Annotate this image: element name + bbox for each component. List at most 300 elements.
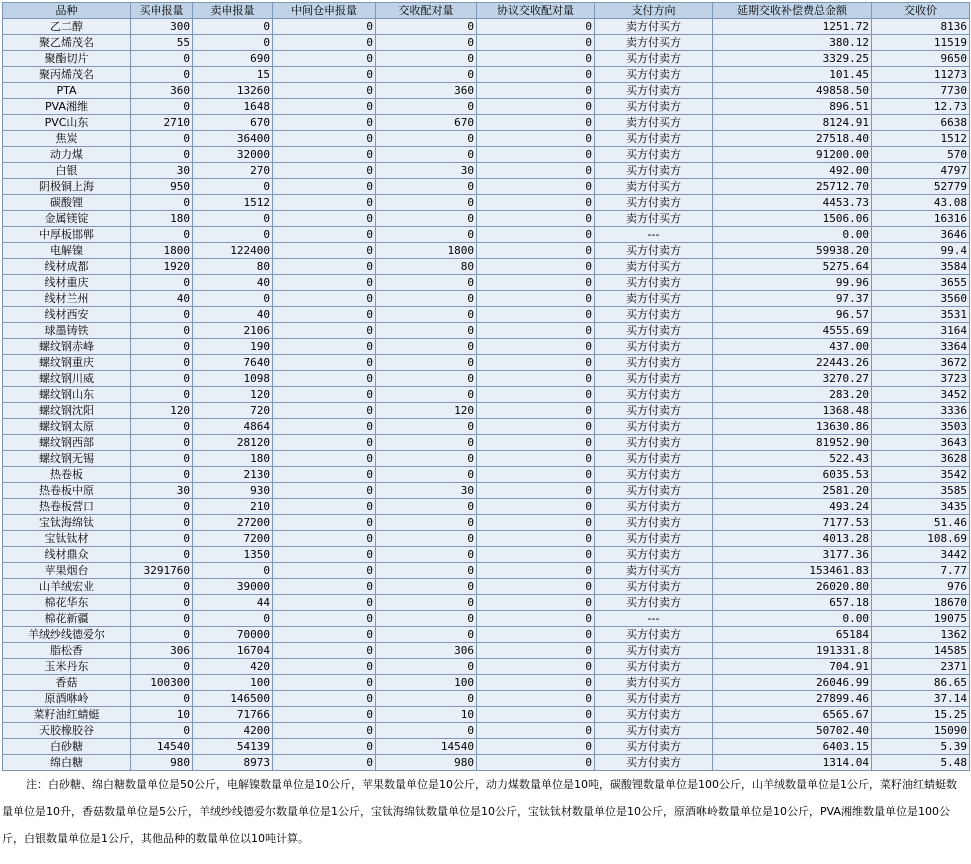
- delivery-price-cell: 3364: [872, 339, 970, 355]
- sell-declared-cell: 690: [193, 51, 273, 67]
- payment-direction-cell: 买方付卖方: [595, 531, 713, 547]
- agreement-matched-cell: 0: [477, 259, 595, 275]
- payment-direction-cell: 买方付卖方: [595, 739, 713, 755]
- compensation-total-cell: 97.37: [713, 291, 872, 307]
- agreement-matched-cell: 0: [477, 291, 595, 307]
- agreement-matched-cell: 0: [477, 755, 595, 771]
- compensation-total-cell: 25712.70: [713, 179, 872, 195]
- sell-declared-cell: 122400: [193, 243, 273, 259]
- sell-declared-cell: 2106: [193, 323, 273, 339]
- buy-declared-cell: 0: [131, 307, 193, 323]
- compensation-total-cell: 0.00: [713, 611, 872, 627]
- agreement-matched-cell: 0: [477, 307, 595, 323]
- delivery-matched-cell: 80: [376, 259, 477, 275]
- delivery-price-cell: 3646: [872, 227, 970, 243]
- variety-cell: 电解镍: [3, 243, 131, 259]
- delivery-price-cell: 99.4: [872, 243, 970, 259]
- intermediate-declared-cell: 0: [273, 131, 376, 147]
- compensation-total-cell: 27899.46: [713, 691, 872, 707]
- payment-direction-cell: 买方付卖方: [595, 467, 713, 483]
- table-row: [3, 163, 970, 179]
- delivery-price-cell: 11519: [872, 35, 970, 51]
- payment-direction-cell: 买方付卖方: [595, 515, 713, 531]
- delivery-price-cell: 976: [872, 579, 970, 595]
- delivery-table: [2, 2, 970, 771]
- payment-direction-cell: 买方付卖方: [595, 483, 713, 499]
- buy-declared-cell: 100300: [131, 675, 193, 691]
- intermediate-declared-cell: 0: [273, 579, 376, 595]
- payment-direction-cell: 买方付卖方: [595, 691, 713, 707]
- agreement-matched-cell: 0: [477, 707, 595, 723]
- delivery-matched-cell: 0: [376, 99, 477, 115]
- table-row: [3, 195, 970, 211]
- intermediate-declared-cell: 0: [273, 387, 376, 403]
- payment-direction-cell: 卖方付买方: [595, 563, 713, 579]
- intermediate-declared-cell: 0: [273, 179, 376, 195]
- delivery-matched-cell: 1800: [376, 243, 477, 259]
- intermediate-declared-cell: 0: [273, 147, 376, 163]
- header-intermediate-declared: 中间仓申报量: [273, 3, 376, 19]
- compensation-total-cell: 65184: [713, 627, 872, 643]
- table-row: [3, 579, 970, 595]
- sell-declared-cell: 71766: [193, 707, 273, 723]
- agreement-matched-cell: 0: [477, 611, 595, 627]
- intermediate-declared-cell: 0: [273, 323, 376, 339]
- buy-declared-cell: 2710: [131, 115, 193, 131]
- delivery-price-cell: 15.25: [872, 707, 970, 723]
- variety-cell: 螺纹钢重庆: [3, 355, 131, 371]
- delivery-price-cell: 15090: [872, 723, 970, 739]
- compensation-total-cell: 6565.67: [713, 707, 872, 723]
- payment-direction-cell: 买方付卖方: [595, 147, 713, 163]
- delivery-price-cell: 3655: [872, 275, 970, 291]
- delivery-price-cell: 5.48: [872, 755, 970, 771]
- buy-declared-cell: 0: [131, 611, 193, 627]
- buy-declared-cell: 0: [131, 579, 193, 595]
- compensation-total-cell: 5275.64: [713, 259, 872, 275]
- table-row: [3, 563, 970, 579]
- sell-declared-cell: 32000: [193, 147, 273, 163]
- variety-cell: 螺纹钢赤峰: [3, 339, 131, 355]
- variety-cell: 线材兰州: [3, 291, 131, 307]
- delivery-matched-cell: 360: [376, 83, 477, 99]
- intermediate-declared-cell: 0: [273, 355, 376, 371]
- payment-direction-cell: 买方付卖方: [595, 723, 713, 739]
- compensation-total-cell: 0.00: [713, 227, 872, 243]
- compensation-total-cell: 657.18: [713, 595, 872, 611]
- payment-direction-cell: 买方付卖方: [595, 403, 713, 419]
- agreement-matched-cell: 0: [477, 371, 595, 387]
- variety-cell: 天胶橡胶谷: [3, 723, 131, 739]
- payment-direction-cell: 买方付卖方: [595, 659, 713, 675]
- buy-declared-cell: 0: [131, 339, 193, 355]
- compensation-total-cell: 26020.80: [713, 579, 872, 595]
- variety-cell: 螺纹钢无锡: [3, 451, 131, 467]
- delivery-matched-cell: 0: [376, 387, 477, 403]
- sell-declared-cell: 0: [193, 563, 273, 579]
- table-row: [3, 483, 970, 499]
- intermediate-declared-cell: 0: [273, 35, 376, 51]
- agreement-matched-cell: 0: [477, 195, 595, 211]
- table-row: [3, 19, 970, 35]
- compensation-total-cell: 101.45: [713, 67, 872, 83]
- payment-direction-cell: 买方付卖方: [595, 131, 713, 147]
- compensation-total-cell: 3177.36: [713, 547, 872, 563]
- delivery-price-cell: 3585: [872, 483, 970, 499]
- delivery-price-cell: 3584: [872, 259, 970, 275]
- header-buy-declared: 买申报量: [131, 3, 193, 19]
- variety-cell: 中厚板邯郸: [3, 227, 131, 243]
- table-row: [3, 291, 970, 307]
- variety-cell: 菜籽油红蜻蜓: [3, 707, 131, 723]
- table-row: [3, 355, 970, 371]
- payment-direction-cell: 买方付卖方: [595, 435, 713, 451]
- delivery-matched-cell: 0: [376, 499, 477, 515]
- table-row: [3, 83, 970, 99]
- compensation-total-cell: 4013.28: [713, 531, 872, 547]
- delivery-matched-cell: 0: [376, 691, 477, 707]
- delivery-matched-cell: 0: [376, 547, 477, 563]
- payment-direction-cell: 买方付卖方: [595, 451, 713, 467]
- compensation-total-cell: 7177.53: [713, 515, 872, 531]
- delivery-report: [2, 2, 969, 771]
- delivery-price-cell: 2371: [872, 659, 970, 675]
- buy-declared-cell: 0: [131, 467, 193, 483]
- delivery-price-cell: 16316: [872, 211, 970, 227]
- buy-declared-cell: 0: [131, 627, 193, 643]
- payment-direction-cell: 买方付卖方: [595, 195, 713, 211]
- buy-declared-cell: 0: [131, 531, 193, 547]
- delivery-matched-cell: 0: [376, 531, 477, 547]
- delivery-matched-cell: 100: [376, 675, 477, 691]
- intermediate-declared-cell: 0: [273, 115, 376, 131]
- sell-declared-cell: 40: [193, 275, 273, 291]
- agreement-matched-cell: 0: [477, 115, 595, 131]
- sell-declared-cell: 670: [193, 115, 273, 131]
- intermediate-declared-cell: 0: [273, 51, 376, 67]
- agreement-matched-cell: 0: [477, 467, 595, 483]
- compensation-total-cell: 3270.27: [713, 371, 872, 387]
- delivery-matched-cell: 0: [376, 195, 477, 211]
- delivery-matched-cell: 0: [376, 627, 477, 643]
- compensation-total-cell: 13630.86: [713, 419, 872, 435]
- header-variety: 品种: [3, 3, 131, 19]
- payment-direction-cell: 买方付卖方: [595, 323, 713, 339]
- table-row: [3, 307, 970, 323]
- delivery-matched-cell: 0: [376, 291, 477, 307]
- compensation-total-cell: 380.12: [713, 35, 872, 51]
- delivery-matched-cell: 120: [376, 403, 477, 419]
- delivery-matched-cell: 0: [376, 275, 477, 291]
- delivery-price-cell: 3672: [872, 355, 970, 371]
- payment-direction-cell: 买方付卖方: [595, 51, 713, 67]
- agreement-matched-cell: 0: [477, 531, 595, 547]
- delivery-price-cell: 3643: [872, 435, 970, 451]
- variety-cell: 线材成都: [3, 259, 131, 275]
- intermediate-declared-cell: 0: [273, 755, 376, 771]
- variety-cell: 热卷板中原: [3, 483, 131, 499]
- variety-cell: 棉花华东: [3, 595, 131, 611]
- agreement-matched-cell: 0: [477, 227, 595, 243]
- intermediate-declared-cell: 0: [273, 259, 376, 275]
- buy-declared-cell: 0: [131, 387, 193, 403]
- table-row: [3, 323, 970, 339]
- table-row: [3, 275, 970, 291]
- intermediate-declared-cell: 0: [273, 547, 376, 563]
- payment-direction-cell: 卖方付买方: [595, 35, 713, 51]
- payment-direction-cell: 买方付卖方: [595, 339, 713, 355]
- buy-declared-cell: 0: [131, 659, 193, 675]
- payment-direction-cell: 买方付卖方: [595, 243, 713, 259]
- buy-declared-cell: 40: [131, 291, 193, 307]
- table-header-row: [3, 3, 970, 19]
- delivery-matched-cell: 0: [376, 723, 477, 739]
- variety-cell: 碳酸锂: [3, 195, 131, 211]
- delivery-matched-cell: 0: [376, 451, 477, 467]
- delivery-price-cell: 570: [872, 147, 970, 163]
- compensation-total-cell: 1251.72: [713, 19, 872, 35]
- delivery-price-cell: 4797: [872, 163, 970, 179]
- delivery-price-cell: 6638: [872, 115, 970, 131]
- delivery-matched-cell: 0: [376, 595, 477, 611]
- compensation-total-cell: 1368.48: [713, 403, 872, 419]
- intermediate-declared-cell: 0: [273, 291, 376, 307]
- compensation-total-cell: 493.24: [713, 499, 872, 515]
- table-row: [3, 675, 970, 691]
- buy-declared-cell: 3291760: [131, 563, 193, 579]
- buy-declared-cell: 0: [131, 227, 193, 243]
- variety-cell: 螺纹钢川威: [3, 371, 131, 387]
- buy-declared-cell: 0: [131, 67, 193, 83]
- sell-declared-cell: 1648: [193, 99, 273, 115]
- compensation-total-cell: 8124.91: [713, 115, 872, 131]
- buy-declared-cell: 10: [131, 707, 193, 723]
- buy-declared-cell: 1920: [131, 259, 193, 275]
- agreement-matched-cell: 0: [477, 51, 595, 67]
- delivery-price-cell: 19075: [872, 611, 970, 627]
- compensation-total-cell: 49858.50: [713, 83, 872, 99]
- intermediate-declared-cell: 0: [273, 371, 376, 387]
- variety-cell: 白砂糖: [3, 739, 131, 755]
- delivery-price-cell: 11273: [872, 67, 970, 83]
- intermediate-declared-cell: 0: [273, 227, 376, 243]
- agreement-matched-cell: 0: [477, 275, 595, 291]
- delivery-price-cell: 3442: [872, 547, 970, 563]
- sell-declared-cell: 1350: [193, 547, 273, 563]
- intermediate-declared-cell: 0: [273, 403, 376, 419]
- delivery-matched-cell: 0: [376, 563, 477, 579]
- intermediate-declared-cell: 0: [273, 275, 376, 291]
- delivery-matched-cell: 0: [376, 323, 477, 339]
- variety-cell: 聚丙烯茂名: [3, 67, 131, 83]
- payment-direction-cell: 卖方付买方: [595, 179, 713, 195]
- sell-declared-cell: 190: [193, 339, 273, 355]
- delivery-price-cell: 3560: [872, 291, 970, 307]
- delivery-matched-cell: 0: [376, 211, 477, 227]
- delivery-matched-cell: 0: [376, 147, 477, 163]
- sell-declared-cell: 0: [193, 291, 273, 307]
- table-row: [3, 131, 970, 147]
- delivery-matched-cell: 0: [376, 355, 477, 371]
- delivery-matched-cell: 0: [376, 19, 477, 35]
- agreement-matched-cell: 0: [477, 211, 595, 227]
- payment-direction-cell: 买方付卖方: [595, 627, 713, 643]
- delivery-price-cell: 51.46: [872, 515, 970, 531]
- delivery-matched-cell: 0: [376, 659, 477, 675]
- payment-direction-cell: 买方付卖方: [595, 83, 713, 99]
- sell-declared-cell: 4864: [193, 419, 273, 435]
- buy-declared-cell: 0: [131, 435, 193, 451]
- variety-cell: 螺纹钢沈阳: [3, 403, 131, 419]
- payment-direction-cell: 买方付卖方: [595, 307, 713, 323]
- agreement-matched-cell: 0: [477, 739, 595, 755]
- delivery-price-cell: 3531: [872, 307, 970, 323]
- sell-declared-cell: 120: [193, 387, 273, 403]
- sell-declared-cell: 930: [193, 483, 273, 499]
- variety-cell: 热卷板营口: [3, 499, 131, 515]
- delivery-price-cell: 52779: [872, 179, 970, 195]
- table-row: [3, 451, 970, 467]
- compensation-total-cell: 26046.99: [713, 675, 872, 691]
- sell-declared-cell: 180: [193, 451, 273, 467]
- sell-declared-cell: 210: [193, 499, 273, 515]
- variety-cell: PVC山东: [3, 115, 131, 131]
- sell-declared-cell: 15: [193, 67, 273, 83]
- table-row: [3, 611, 970, 627]
- table-row: [3, 403, 970, 419]
- delivery-matched-cell: 0: [376, 67, 477, 83]
- delivery-price-cell: 3503: [872, 419, 970, 435]
- table-row: [3, 387, 970, 403]
- sell-declared-cell: 146500: [193, 691, 273, 707]
- intermediate-declared-cell: 0: [273, 611, 376, 627]
- table-row: [3, 467, 970, 483]
- compensation-total-cell: 22443.26: [713, 355, 872, 371]
- delivery-price-cell: 5.39: [872, 739, 970, 755]
- variety-cell: PVA湘维: [3, 99, 131, 115]
- variety-cell: 乙二醇: [3, 19, 131, 35]
- agreement-matched-cell: 0: [477, 563, 595, 579]
- compensation-total-cell: 437.00: [713, 339, 872, 355]
- variety-cell: 螺纹钢太原: [3, 419, 131, 435]
- buy-declared-cell: 0: [131, 275, 193, 291]
- variety-cell: 玉米丹东: [3, 659, 131, 675]
- intermediate-declared-cell: 0: [273, 163, 376, 179]
- payment-direction-cell: ---: [595, 611, 713, 627]
- table-row: [3, 595, 970, 611]
- compensation-total-cell: 1314.04: [713, 755, 872, 771]
- sell-declared-cell: 40: [193, 307, 273, 323]
- sell-declared-cell: 13260: [193, 83, 273, 99]
- intermediate-declared-cell: 0: [273, 675, 376, 691]
- sell-declared-cell: 2130: [193, 467, 273, 483]
- intermediate-declared-cell: 0: [273, 723, 376, 739]
- buy-declared-cell: 0: [131, 51, 193, 67]
- compensation-total-cell: 6403.15: [713, 739, 872, 755]
- compensation-total-cell: 50702.40: [713, 723, 872, 739]
- delivery-price-cell: 3435: [872, 499, 970, 515]
- compensation-total-cell: 3329.25: [713, 51, 872, 67]
- payment-direction-cell: 买方付卖方: [595, 99, 713, 115]
- intermediate-declared-cell: 0: [273, 419, 376, 435]
- buy-declared-cell: 180: [131, 211, 193, 227]
- buy-declared-cell: 0: [131, 355, 193, 371]
- intermediate-declared-cell: 0: [273, 99, 376, 115]
- intermediate-declared-cell: 0: [273, 467, 376, 483]
- delivery-matched-cell: 670: [376, 115, 477, 131]
- sell-declared-cell: 54139: [193, 739, 273, 755]
- variety-cell: 羊绒纱线德爱尔: [3, 627, 131, 643]
- table-row: [3, 643, 970, 659]
- agreement-matched-cell: 0: [477, 499, 595, 515]
- delivery-price-cell: 3723: [872, 371, 970, 387]
- compensation-total-cell: 4555.69: [713, 323, 872, 339]
- delivery-price-cell: 3452: [872, 387, 970, 403]
- table-row: [3, 339, 970, 355]
- payment-direction-cell: 卖方付买方: [595, 291, 713, 307]
- intermediate-declared-cell: 0: [273, 627, 376, 643]
- agreement-matched-cell: 0: [477, 179, 595, 195]
- footnote: 注：白砂糖、绵白糖数量单位是50公斤，电解镍数量单位是10公斤，苹果数量单位是10公斤，动力煤数量单位是10吨，碳酸锂数量单位是100公斤，山羊绒数量单位是1公斤，菜籽油红蜻蜓数量单位是10升，香菇数量单位是5公斤，羊绒纱线德爱尔数量单位是1公斤，宝钛海绵钛数量单位是10公斤，宝钛钛材数量单位是10公斤，原酒咻岭数量单位是10公斤，PVA湘维数量单位是100公斤，白银数量单位是1公斤，其他品种的数量单位以10吨计算。: [2, 778, 957, 845]
- agreement-matched-cell: 0: [477, 99, 595, 115]
- intermediate-declared-cell: 0: [273, 435, 376, 451]
- agreement-matched-cell: 0: [477, 515, 595, 531]
- sell-declared-cell: 16704: [193, 643, 273, 659]
- delivery-price-cell: 1362: [872, 627, 970, 643]
- variety-cell: 热卷板: [3, 467, 131, 483]
- sell-declared-cell: 1512: [193, 195, 273, 211]
- buy-declared-cell: 1800: [131, 243, 193, 259]
- table-row: [3, 627, 970, 643]
- agreement-matched-cell: 0: [477, 643, 595, 659]
- table-row: [3, 227, 970, 243]
- variety-cell: 香菇: [3, 675, 131, 691]
- buy-declared-cell: 950: [131, 179, 193, 195]
- delivery-price-cell: 3628: [872, 451, 970, 467]
- sell-declared-cell: 36400: [193, 131, 273, 147]
- intermediate-declared-cell: 0: [273, 19, 376, 35]
- variety-cell: 线材鼎众: [3, 547, 131, 563]
- sell-declared-cell: 7640: [193, 355, 273, 371]
- agreement-matched-cell: 0: [477, 67, 595, 83]
- intermediate-declared-cell: 0: [273, 531, 376, 547]
- sell-declared-cell: 7200: [193, 531, 273, 547]
- intermediate-declared-cell: 0: [273, 243, 376, 259]
- intermediate-declared-cell: 0: [273, 67, 376, 83]
- delivery-price-cell: 7.77: [872, 563, 970, 579]
- compensation-total-cell: 27518.40: [713, 131, 872, 147]
- agreement-matched-cell: 0: [477, 419, 595, 435]
- buy-declared-cell: 0: [131, 547, 193, 563]
- delivery-price-cell: 8136: [872, 19, 970, 35]
- agreement-matched-cell: 0: [477, 675, 595, 691]
- buy-declared-cell: 0: [131, 723, 193, 739]
- agreement-matched-cell: 0: [477, 659, 595, 675]
- compensation-total-cell: 283.20: [713, 387, 872, 403]
- intermediate-declared-cell: 0: [273, 707, 376, 723]
- agreement-matched-cell: 0: [477, 339, 595, 355]
- sell-declared-cell: 0: [193, 179, 273, 195]
- variety-cell: 原酒咻岭: [3, 691, 131, 707]
- buy-declared-cell: 0: [131, 451, 193, 467]
- delivery-price-cell: 3336: [872, 403, 970, 419]
- delivery-matched-cell: 10: [376, 707, 477, 723]
- sell-declared-cell: 0: [193, 19, 273, 35]
- delivery-price-cell: 12.73: [872, 99, 970, 115]
- sell-declared-cell: 0: [193, 35, 273, 51]
- table-row: [3, 179, 970, 195]
- agreement-matched-cell: 0: [477, 595, 595, 611]
